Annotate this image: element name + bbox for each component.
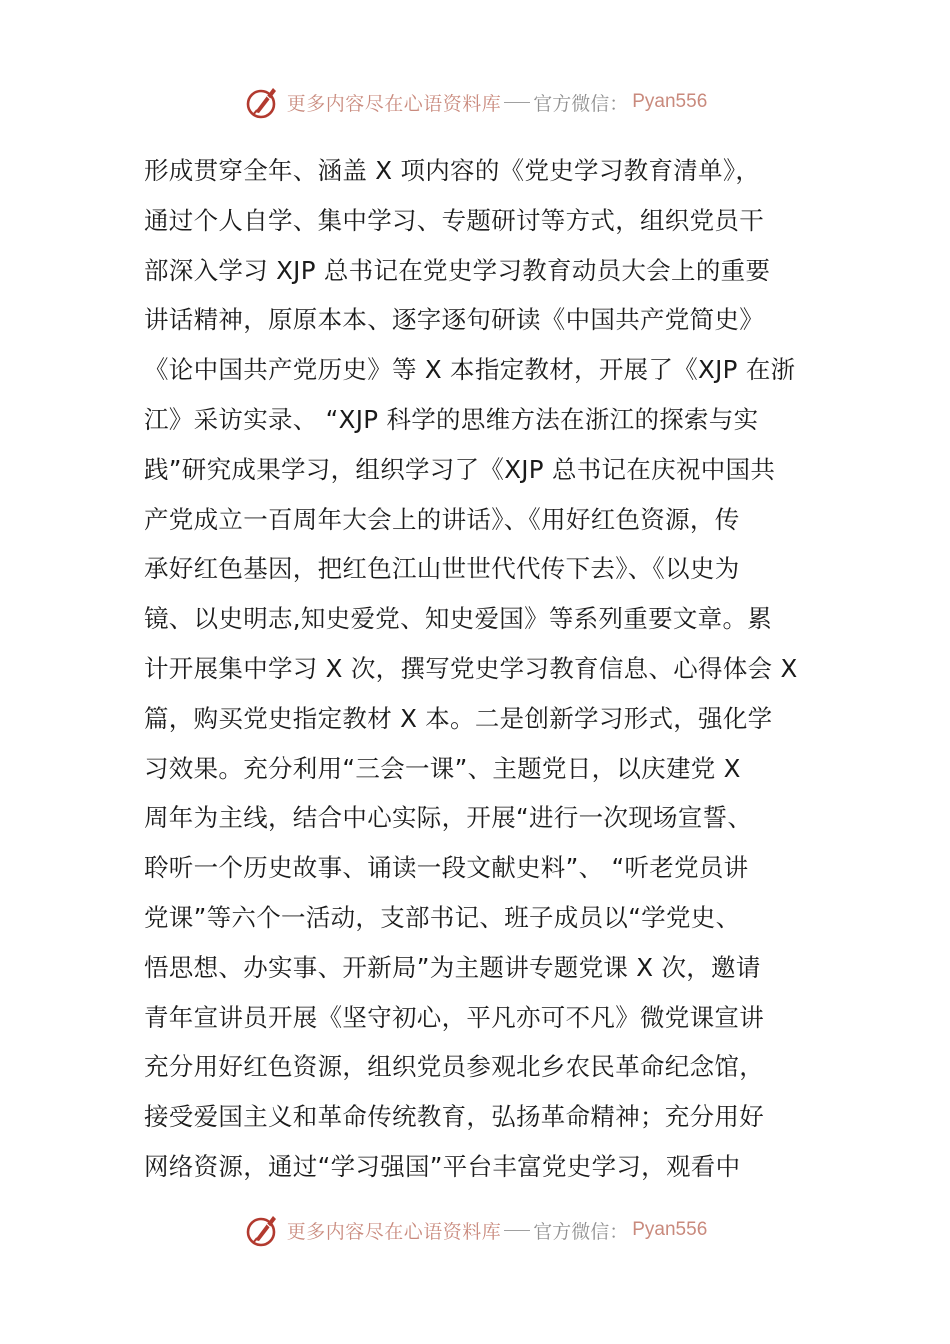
text-line: 《论中国共产党历史》等 X 本指定教材，开展了《XJP 在浙 xyxy=(144,355,796,385)
footer-slogan: 更多内容尽在心语资料库 xyxy=(286,1220,502,1243)
header-banner xyxy=(0,82,950,122)
text-line: 悟思想、办实事、开新局”为主题讲专题党课 X 次，邀请 xyxy=(144,952,761,982)
footer-dash xyxy=(504,1230,530,1231)
text-line: 形成贯穿全年、涵盖 X 项内容的《党史学习教育清单》， xyxy=(144,156,761,185)
document-body xyxy=(144,146,812,1192)
footer-wechat-label: 官方微信： xyxy=(533,1220,629,1243)
text-line: 计开展集中学习 X 次，撰写党史学习教育信息、心得体会 X xyxy=(144,653,798,683)
header-wechat-label: 官方微信： xyxy=(533,92,629,115)
text-line: 网络资源，通过“学习强国”平台丰富党史学习，观看中 xyxy=(144,1151,741,1181)
text-line: 部深入学习 XJP 总书记在党史学习教育动员大会上的重要 xyxy=(144,255,771,285)
header-slogan: 更多内容尽在心语资料库 xyxy=(286,92,502,115)
text-line: 习效果。充分利用“三会一课”、主题党日，以庆建党 X xyxy=(144,753,741,783)
text-line: 讲话精神，原原本本、逐字逐句研读《中国共产党简史》 xyxy=(144,305,764,335)
text-line: 篇，购买党史指定教材 X 本。二是创新学习形式，强化学 xyxy=(144,703,773,733)
text-line: 产党成立一百周年大会上的讲话》、《用好红色资源，传 xyxy=(144,504,740,534)
text-line: 践”研究成果学习，组织学习了《XJP 总书记在庆祝中国共 xyxy=(144,454,776,484)
text-line: 镜、以史明志,知史爱党、知史爱国》等系列重要文章。累 xyxy=(144,604,773,634)
text-line: 聆听一个历史故事、诵读一段文献史料”、 “听老党员讲 xyxy=(144,853,749,883)
header-wechat-id: Pyan556 xyxy=(632,91,708,112)
quill-logo-icon xyxy=(243,82,283,122)
text-line: 党课”等六个一活动，支部书记、班子成员以“学党史、 xyxy=(144,902,741,932)
text-line: 江》采访实录、 “XJP 科学的思维方法在浙江的探索与实 xyxy=(144,404,759,434)
text-line: 承好红色基因，把红色江山世世代代传下去》、《以史为 xyxy=(144,554,740,584)
footer-banner xyxy=(0,1210,950,1250)
text-line: 通过个人自学、集中学习、专题研讨等方式，组织党员干 xyxy=(144,205,764,235)
header-dash xyxy=(504,102,530,103)
text-line: 周年为主线，结合中心实际，开展“进行一次现场宣誓、 xyxy=(144,803,753,833)
footer-wechat-id: Pyan556 xyxy=(632,1219,708,1240)
text-line: 接受爱国主义和革命传统教育，弘扬革命精神；充分用好 xyxy=(144,1102,764,1132)
quill-logo-icon xyxy=(243,1210,283,1250)
text-line: 青年宣讲员开展《坚守初心，平凡亦可不凡》微党课宣讲 xyxy=(144,1002,764,1032)
text-line: 充分用好红色资源，组织党员参观北乡农民革命纪念馆， xyxy=(144,1052,764,1082)
